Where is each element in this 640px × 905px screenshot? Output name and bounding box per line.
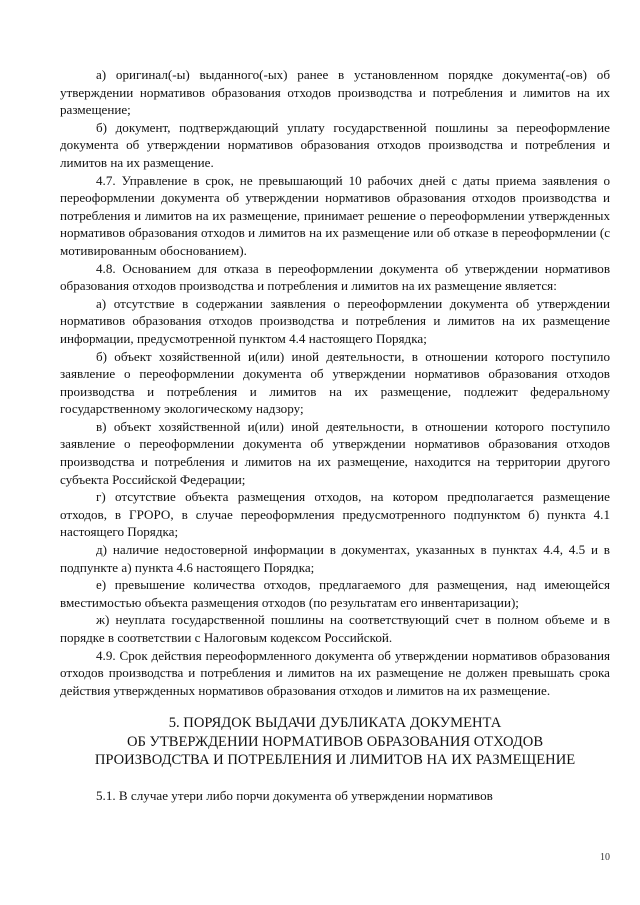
section-5-heading <box>60 714 610 769</box>
paragraph-4-9: 4.9. Срок действия переоформленного документа об утверждении нормативов образования отходов производства и потребления и лимитов на их размещение не должен превышать срока действия утвержденных нормативов образования отходов и лимитов на их размещение. <box>60 647 610 698</box>
document-body <box>60 66 610 804</box>
paragraph-4-8: 4.8. Основанием для отказа в переоформлении документа об утверждении нормативов образования отходов производства и потребления и лимитов на их размещение является: <box>60 260 610 294</box>
page-number: 10 <box>600 852 610 863</box>
paragraph-refusal-e: е) превышение количества отходов, предлагаемого для размещения, над имеющейся вместимостью объекта размещения отходов (по результатам его инвентаризации); <box>60 577 610 610</box>
section-heading-line-1: 5. ПОРЯДОК ВЫДАЧИ ДУБЛИКАТА ДОКУМЕНТА <box>168 715 502 732</box>
paragraph-refusal-v: в) объект хозяйственной и(или) иной деятельности, в отношении которого поступило заявление о переоформлении документа об утверждении нормативов образования отходов производства и потребления и лимитов на их размещение, находится на территории другого субъекта Российской Федерации; <box>60 418 610 487</box>
paragraph-refusal-zh: ж) неуплата государственной пошлины на соответствующий счет в полном объеме и в порядке в соответствии с Налоговым кодексом Российской. <box>60 612 610 645</box>
paragraph-refusal-a: а) отсутствие в содержании заявления о переоформлении документа об утверждении нормативов образования отходов производства и потребления и лимитов на их размещение информации, предусмотренной пунктом 4.4 настоящего Порядка; <box>60 295 610 346</box>
paragraph-4-7: 4.7. Управление в срок, не превышающий 10 рабочих дней с даты приема заявления о переоформлении документа об утверждении нормативов образования отходов производства и потребления и лимитов на их размещение, принимает решение о переоформлении утвержденных нормативов образования отходов и лимитов на их размещение или об отказе в переоформлении (с мотивированным обоснованием). <box>60 172 610 258</box>
paragraph-refusal-g: г) отсутствие объекта размещения отходов, на котором предполагается размещение отходов, в ГРОРО, в случае переоформления предусмотренного подпунктом б) пункта 4.1 настоящего Порядка; <box>60 489 610 540</box>
paragraph-original-documents: а) оригинал(-ы) выданного(-ых) ранее в установленном порядке документа(-ов) об утверждении нормативов образования отходов производства и потребления и лимитов на их размещение; <box>60 67 610 118</box>
paragraph-refusal-b: б) объект хозяйственной и(или) иной деятельности, в отношении которого поступило заявление о переоформлении документа об утверждении нормативов образования отходов производства и потребления и лимитов на их размещение, подлежит федеральному государственному экологическому надзору; <box>60 348 610 417</box>
paragraph-refusal-d: д) наличие недостоверной информации в документах, указанных в пунктах 4.4, 4.5 и в подпункте а) пункта 4.6 настоящего Порядка; <box>60 542 610 575</box>
paragraph-5-1: 5.1. В случае утери либо порчи документа об утверждении нормативов <box>96 787 493 803</box>
paragraph-fee-document: б) документ, подтверждающий уплату государственной пошлины за переоформление документа об утверждении нормативов образования отходов производства и потребления и лимитов на их размещение. <box>60 119 610 170</box>
section-heading-line-3: ПРОИЗВОДСТВА И ПОТРЕБЛЕНИЯ И ЛИМИТОВ НА ИХ РАЗМЕЩЕНИЕ <box>94 752 576 769</box>
section-heading-line-2: ОБ УТВЕРЖДЕНИИ НОРМАТИВОВ ОБРАЗОВАНИЯ ОТХОДОВ <box>126 733 544 750</box>
